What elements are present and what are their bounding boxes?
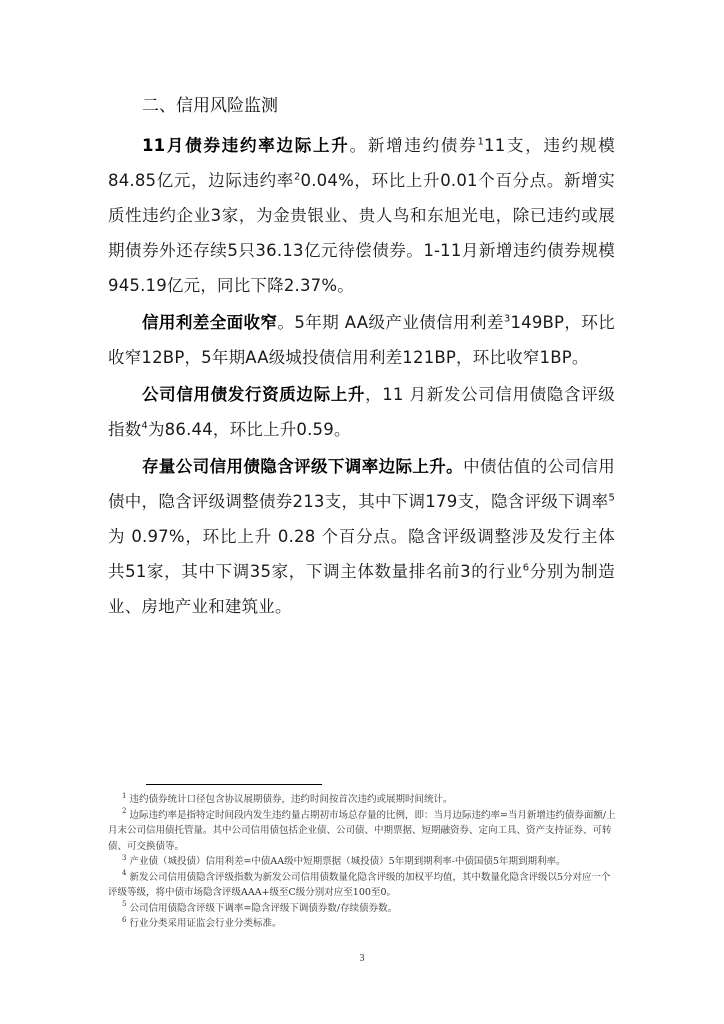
footnote-text: 产业债（城投债）信用利差=中债AA级中短期票据（城投债）5年期到期利率-中债国债5年期到期利率。 [129,856,566,867]
paragraph-text: 11支，违约规模84.85亿元，边际违约率 [108,136,615,190]
paragraph-lead: 11月债券违约率边际上升 [142,136,350,155]
paragraph-text: ，11 月新发公司信用债隐含评级指数 [108,385,615,439]
paragraph-text: 。新增违约债券 [349,136,478,155]
footnote-ref[interactable]: 6 [522,562,530,574]
footnote-mark: 2 [122,807,127,816]
paragraph-text: 149BP，环比收窄12BP，5年期AA级城投债信用利差121BP，环比收窄1BP。 [108,313,615,367]
footnotes [108,792,618,932]
paragraph-downgrade-rate [108,449,615,624]
paragraph-text: 。5年期 AA级产业债信用利差 [277,313,504,332]
paragraph-text: 中债估值的公司信用债中，隐含评级调整债券213支，其中下调179支，隐含评级下调率 [108,457,615,511]
paragraph-text: 为86.44，环比上升0.59。 [147,420,351,439]
paragraph-lead: 信用利差全面收窄 [142,313,278,332]
paragraph-text: 为 0.97%，环比上升 0.28 个百分点。隐含评级调整涉及发行主体共51家，其中下调35家，下调主体数量排名前3的行业 [108,527,615,581]
footnote-mark: 3 [122,853,127,862]
footnote-text: 行业分类采用证监会行业分类标准。 [129,918,282,929]
footnote-mark: 5 [122,900,127,909]
footnote-text: 公司信用债隐含评级下调率=隐含评级下调债券数/存续债券数。 [129,902,398,914]
footnote-ref[interactable]: 3 [503,313,511,325]
footnote-divider [146,784,322,785]
footnote-text: 新发公司信用债隐含评级指数为新发公司信用债数量化隐含评级的加权平均值，其中数量化隐含评级以5分对应一个评级等级，将中债市场隐含评级AAA+级至C级分别对应至100至0。 [108,871,611,898]
footnote-ref[interactable]: 2 [293,171,301,183]
footnote-ref[interactable]: 1 [477,136,484,148]
footnote-mark: 4 [122,869,127,878]
footnote-item [108,916,618,932]
footnote-item [108,854,618,870]
main-content [108,92,615,626]
footnote-ref[interactable]: 4 [141,420,148,432]
paragraph-lead: 存量公司信用债隐含评级下调率边际上升。 [142,457,464,476]
footnote-item [108,901,618,917]
footnote-text: 违约债券统计口径包含协议展期债券，违约时间按首次违约或展期时间统计。 [129,794,453,805]
paragraph-default-rate [108,128,615,303]
paragraph-issuance-quality [108,377,615,447]
section-heading: 二、信用风险监测 [142,96,278,116]
footnote-item [108,870,618,901]
paragraph-lead: 公司信用债发行资质边际上升 [142,385,366,404]
footnote-ref[interactable]: 5 [608,492,615,504]
page-number: 3 [359,953,365,964]
paragraph-text: 分别为制造业、房地产业和建筑业。 [108,562,615,616]
footnote-text: 边际违约率是指特定时间段内发生违约量占期初市场总存量的比例，即：当月边际违约率=当月新增违约债券面额/上月末公司信用债托管量。其中公司信用债包括企业债、公司债、中期票据、短期融资券、定向工具、资产支持证券、可转债、可交换债等。 [108,809,616,852]
paragraph-credit-spread [108,305,615,375]
footnote-item [108,792,618,808]
footnote-mark: 1 [122,791,127,800]
footnote-mark: 6 [122,915,127,924]
paragraph-text: 0.04%，环比上升0.01个百分点。新增实质性违约企业3家，为金贵银业、贵人鸟和东旭光电，除已违约或展期债券外还存续5只36.13亿元待偿债券。1-11月新增违约债券规模945.19亿元，同比下降2.37%。 [108,171,615,295]
footnote-item [108,808,618,855]
